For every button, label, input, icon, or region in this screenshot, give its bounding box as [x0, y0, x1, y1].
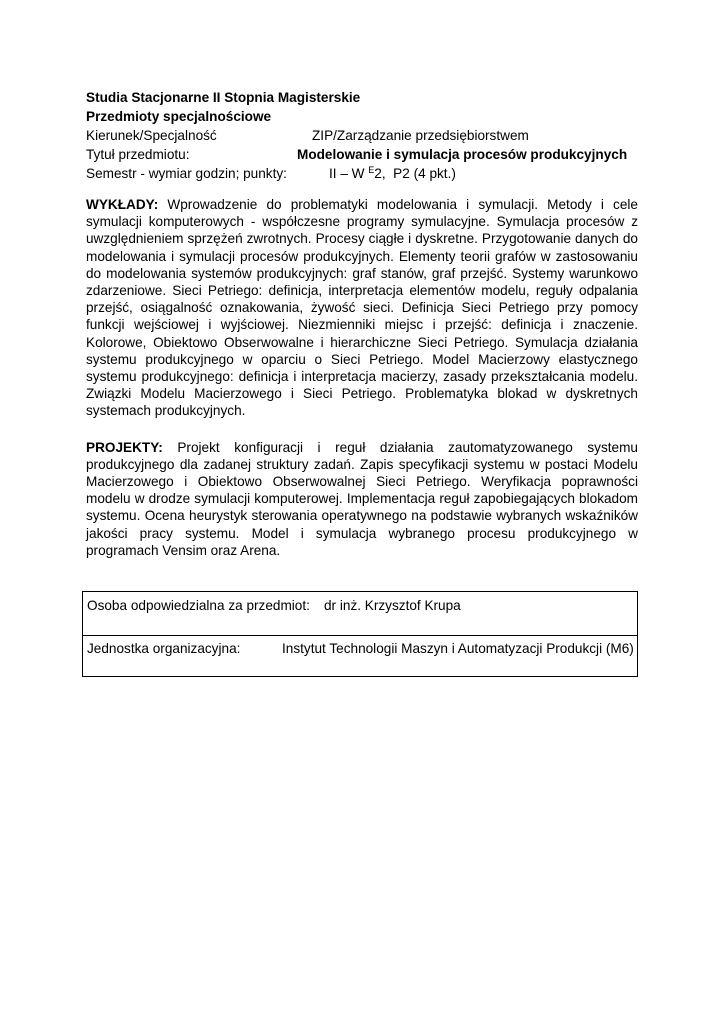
- title-value: Modelowanie i symulacja procesów produkcyjnych: [297, 147, 628, 162]
- semester-value: [329, 164, 456, 183]
- semester-pre: II – W: [329, 166, 369, 181]
- title-row: [86, 145, 638, 164]
- semester-sup: E: [368, 165, 375, 175]
- subjects-heading: Przedmioty specjalnościowe: [86, 109, 272, 124]
- responsibility-table: [82, 591, 638, 677]
- organizational-unit-row: [83, 635, 637, 678]
- projects-heading: PROJEKTY:: [86, 439, 163, 455]
- projects-paragraph: [86, 439, 638, 559]
- field-value: ZIP/Zarządzanie przedsiębiorstwem: [312, 128, 529, 143]
- person-label: Osoba odpowiedzialna za przedmiot:: [87, 598, 310, 613]
- semester-post: 2, P2 (4 pkt.): [374, 166, 456, 181]
- field-label: Kierunek/Specjalność: [86, 128, 217, 143]
- lectures-text: Wprowadzenie do problematyki modelowania i symulacji. Metody i cele symulacji komputerowych - współczesne programy symulacyjne. Symulacja procesów z uwzględnieniem sprzężeń zwrotnych. Procesy ciągłe i dyskretne. Przygotowanie danych do modelowania i symulacji procesów produkcyjnych. Elementy teorii grafów w zastosowaniu do modelowania systemów produkcyjnych: graf stanów, graf przejść. Systemy warunkowo zdarzeniowe. Sieci Petriego: definicja, interpretacja elementów modelu, reguły odpalania przejść, osiągalność oznakowania, żywość sieci. Definicja Sieci Petriego przy pomocy funkcji wejściowej i wyjściowej. Niezmienniki miejsc i przejść: definicja i znaczenie. Kolorowe, Obiektowo Obserwowalne i hierarchiczne Sieci Petriego. Symulacja działania systemu produkcyjnego w oparciu o Sieci Petriego. Model Macierzowy elastycznego systemu produkcyjnego: definicja i interpretacja macierzy, zasady przekształcania modelu. Związki Modelu Macierzowego i Sieci Petriego. Problematyka blokad w dyskretnych systemach produkcyjnych.: [86, 197, 638, 419]
- title-label: Tytuł przedmiotu:: [86, 147, 190, 162]
- semester-row: [86, 164, 638, 183]
- field-row: [86, 126, 638, 145]
- unit-label: Jednostka organizacyjna:: [87, 641, 241, 656]
- lectures-heading: WYKŁADY:: [86, 197, 159, 212]
- person-value: dr inż. Krzysztof Krupa: [324, 598, 461, 613]
- lectures-paragraph: [86, 196, 638, 420]
- responsible-person-row: [83, 592, 637, 636]
- document-page: [86, 88, 638, 559]
- semester-label: Semestr - wymiar godzin; punkty:: [86, 166, 287, 181]
- unit-value: Instytut Technologii Maszyn i Automatyzacji Produkcji (M6): [282, 641, 634, 656]
- studies-heading: Studia Stacjonarne II Stopnia Magisterskie: [86, 90, 361, 105]
- projects-text: Projekt konfiguracji i reguł działania zautomatyzowanego systemu produkcyjnego dla zadanej struktury zadań. Zapis specyfikacji systemu w postaci Modelu Macierzowego i Obiektowo Obserwowalnej Sieci Petriego. Weryfikacja poprawności modelu w drodze symulacji komputerowej. Implementacja reguł zapobiegających blokadom systemu. Ocena heurystyk sterowania operatywnego na podstawie wybranych wskaźników jakości pracy systemu. Model i symulacja wybranego procesu produkcyjnego w programach Vensim oraz Arena.: [86, 439, 638, 558]
